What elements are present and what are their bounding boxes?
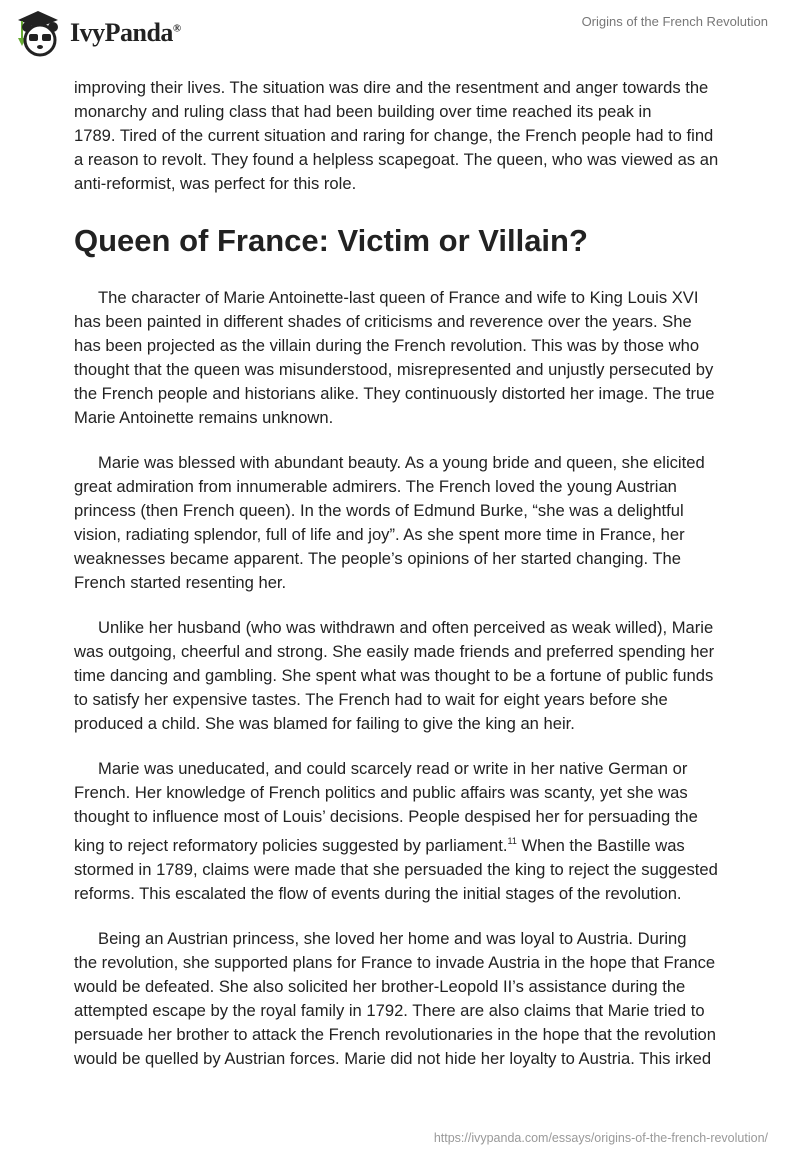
- text-line: would be quelled by Austrian forces. Marie did not hide her loyalty to Austria. This irked: [74, 1049, 712, 1068]
- text-line: a reason to revolt. They found a helpless scapegoat. The queen, who was viewed as an: [74, 150, 719, 169]
- text-line: produced a child. She was blamed for failing to give the king an heir.: [74, 714, 575, 733]
- text-line: French. Her knowledge of French politics and public affairs was scanty, yet she was: [74, 783, 688, 802]
- section-heading: Queen of France: Victim or Villain?: [74, 223, 588, 258]
- document-title: Origins of the French Revolution: [581, 14, 768, 29]
- text-line: Being an Austrian princess, she loved her home and was loyal to Austria. During: [98, 929, 687, 948]
- source-url[interactable]: https://ivypanda.com/essays/origins-of-the-french-revolution/: [433, 1131, 768, 1145]
- text-segment: When the Bastille was: [521, 836, 685, 855]
- intro-paragraph: [74, 76, 754, 196]
- text-segment: king to reject reformatory policies suggested by parliament.: [74, 836, 508, 855]
- paragraph: [74, 927, 754, 1071]
- text-line: monarchy and ruling class that had been building over time reached its peak in: [74, 102, 652, 121]
- text-line: improving their lives. The situation was dire and the resentment and anger towards the: [74, 78, 709, 97]
- text-line: weaknesses became apparent. The people’s opinions of her started changing. The: [74, 549, 682, 568]
- panda-logo-icon: [12, 8, 64, 58]
- text-line: Unlike her husband (who was withdrawn and often perceived as weak willed), Marie: [98, 618, 714, 637]
- text-line: great admiration from innumerable admirers. The French loved the young Austrian: [74, 477, 677, 496]
- text-line: vision, radiating splendor, full of life and joy”. As she spent more time in France, her: [74, 525, 685, 544]
- paragraph: [74, 757, 754, 906]
- paragraph: [74, 616, 754, 736]
- text-line: was outgoing, cheerful and strong. She easily made friends and preferred spending her: [74, 642, 715, 661]
- text-line: thought to influence most of Louis’ decisions. People despised her for persuading the: [74, 807, 698, 826]
- text-line: to satisfy her expensive tastes. The French had to wait for eight years before she: [74, 690, 668, 709]
- article-body: [74, 76, 754, 1092]
- text-line: [74, 829, 754, 858]
- paragraph: [74, 451, 754, 595]
- text-line: princess (then French queen). In the words of Edmund Burke, “she was a delightful: [74, 501, 684, 520]
- text-line: Marie was uneducated, and could scarcely read or write in her native German or: [98, 759, 688, 778]
- text-line: the revolution, she supported plans for France to invade Austria in the hope that France: [74, 953, 716, 972]
- text-line: has been painted in different shades of criticisms and reverence over the years. She: [74, 312, 692, 331]
- text-line: Marie was blessed with abundant beauty. As a young bride and queen, she elicited: [98, 453, 705, 472]
- text-line: French started resenting her.: [74, 573, 287, 592]
- text-line: thought that the queen was misunderstood, misrepresented and unjustly persecuted by: [74, 360, 714, 379]
- text-line: The character of Marie Antoinette-last queen of France and wife to King Louis XVI: [98, 288, 699, 307]
- text-line: the French people and historians alike. They continuously distorted her image. The true: [74, 384, 715, 403]
- text-line: stormed in 1789, claims were made that she persuaded the king to reject the suggested: [74, 860, 718, 879]
- text-line: time dancing and gambling. She spent what was thought to be a fortune of public funds: [74, 666, 714, 685]
- text-line: would be defeated. She also solicited her brother-Leopold II’s assistance during the: [74, 977, 686, 996]
- text-line: persuade her brother to attack the French revolutionaries in the hope that the revolution: [74, 1025, 717, 1044]
- footnote-ref[interactable]: 11: [507, 836, 517, 846]
- logo[interactable]: [12, 8, 181, 58]
- text-line: 1789. Tired of the current situation and raring for change, the French people had to find: [74, 126, 714, 145]
- text-line: anti-reformist, was perfect for this role.: [74, 174, 357, 193]
- brand-name: IvyPanda®: [70, 18, 181, 47]
- text-line: attempted escape by the royal family in 1792. There are also claims that Marie tried to: [74, 1001, 705, 1020]
- text-line: reforms. This escalated the flow of events during the initial stages of the revolution.: [74, 884, 682, 903]
- paragraph: [74, 286, 754, 430]
- text-line: Marie Antoinette remains unknown.: [74, 408, 334, 427]
- text-line: has been projected as the villain during the French revolution. This was by those who: [74, 336, 700, 355]
